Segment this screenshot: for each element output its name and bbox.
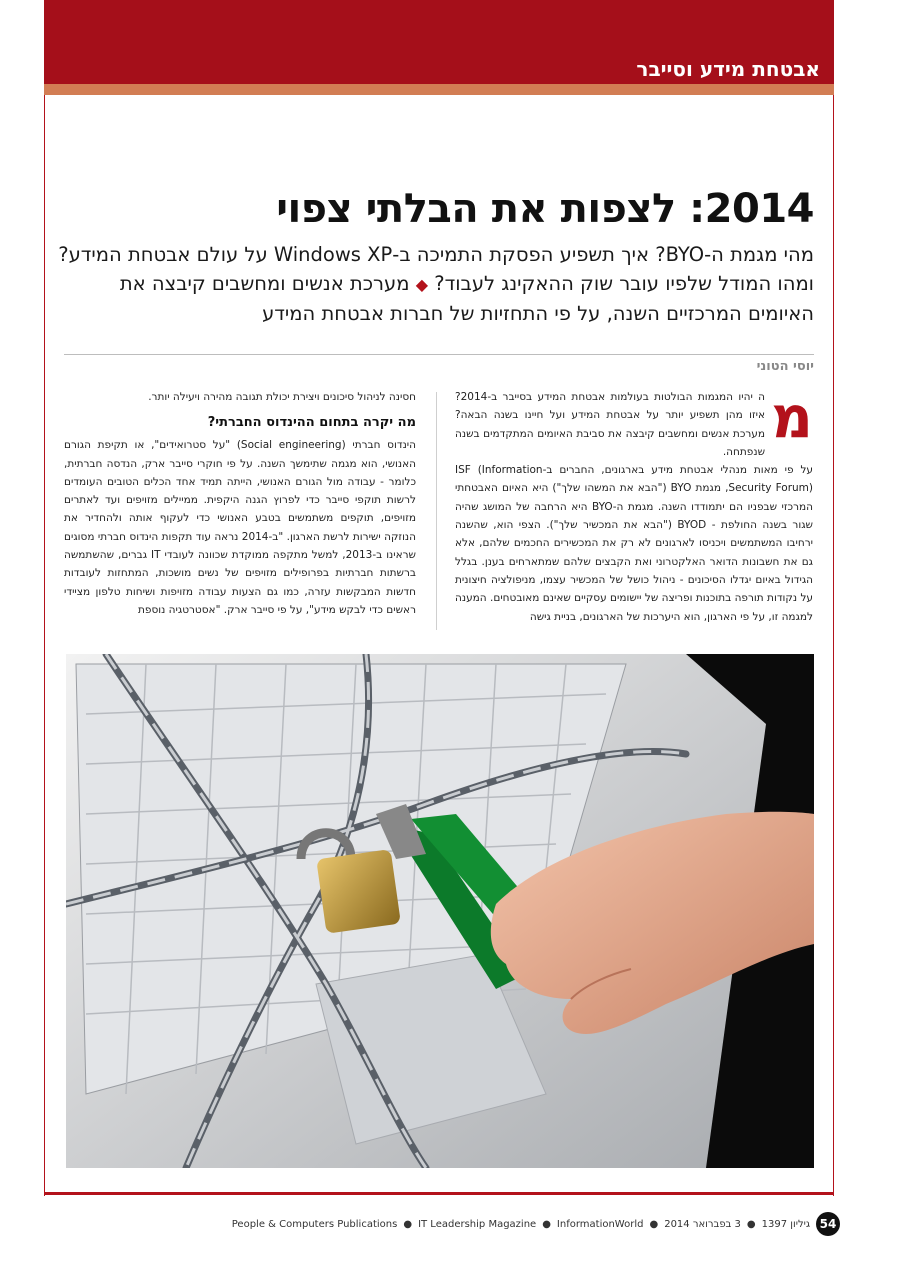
bullet-icon: ● — [746, 1218, 756, 1230]
lead-text-part2: מערכת אנשים ומחשבים קיבצה את האיומים המרכזיים השנה, על פי התחזיות של חברות אבטחת המידע — [119, 272, 814, 325]
article-photo — [66, 654, 814, 1168]
bullet-icon: ● — [542, 1218, 551, 1230]
section-title: אבטחת מידע וסייבר — [636, 57, 820, 81]
laptop-chained-padlock-illustration — [66, 654, 814, 1168]
article-lead — [54, 240, 814, 328]
footer-publication: IT Leadership Magazine — [418, 1218, 537, 1230]
drop-cap: מ — [771, 383, 813, 451]
bullet-icon: ● — [649, 1218, 659, 1230]
page-number: 54 — [816, 1212, 840, 1236]
diamond-icon: ◆ — [415, 275, 429, 294]
article-column-right — [455, 383, 814, 626]
section-subhead: מה יקרה בתחום ההינדוס החברתי? — [207, 415, 416, 431]
paragraph: על פי מאות מנהלי אבטחת מידע בארגונים, החברים ב-ISF (Information Security Forum), מגמת BYO ("הבא את המשהו שלך") היא האיום האבטחתי המרכזי שבפניו הם יתמודדו השנה. מגמת ה-BYO היא הרחבה של המושג שהיה שגור בשנה החולפת - BYOD ("הבא את המכשיר שלך"). הצפי הוא, שהשנה ירחיבו המשתמשים ויכניסו לארגונים לא רק את המכשירים החכמים שלהם, אלא גם את חשבונות הדואר האלקטרוני ואת הקבצים שלהם שמתארחים בענן. בגלל הגידול באיום יגדלו הסיכונים - ניהול כושל של המכשיר עצמו, מניפולציה חיצונית על נקודות תורפה בתוכנות ופריצה של יישומים עסקיים שאינם מאובטחים. המענה למגמה זו, על פי הארגון, הוא היערכות של הארגונים, בניית גישה — [455, 464, 814, 623]
footer-publisher: People & Computers Publications — [231, 1218, 398, 1230]
author-divider — [64, 354, 814, 355]
bottom-rule — [44, 1192, 834, 1195]
footer-publication: InformationWorld — [556, 1218, 644, 1230]
article-headline: 2014: לצפות את הבלתי צפוי — [276, 186, 814, 232]
header-accent-rule — [44, 84, 834, 95]
paragraph: חסינה לניהול סיכונים ויצירת יכולת תגובה מהירה ויעילה יותר. — [148, 391, 416, 403]
paragraph: ה יהיו המגמות הבולטות בעולמות אבטחת המידע בסייבר ב-2014? איזו מהן תשפיע יותר על אבטחת המידע ועל חיינו בשנה הבאה? מערכת אנשים ומחשבים קיבצה את סביבת האיומים המתקדמים בשנה שנפתחה. — [455, 391, 766, 458]
bullet-icon: ● — [403, 1218, 413, 1230]
article-column-left — [64, 388, 416, 619]
footer-issue: גיליון 1397 — [761, 1218, 810, 1230]
footer-date: 3 בפברואר 2014 — [664, 1218, 741, 1230]
paragraph: הינדוס חברתי (Social engineering) "על סטרואידים", או תקיפת הגורם האנושי, הוא מגמה שתימשך השנה. על פי חוקרי סייבר ארק, הנדסה חברתית, כלומר - עבודה מול הגורם האנושי, הייתה תמיד אחד הכלים הטובים העומדים לרשות תוקפי סייבר כדי לפרוץ הגנה היקפית. ממיילים מזויפים ועד לאתרים מזויפים, תוקפים משתמשים בטבע האנושי כדי לעקוף אותה ולהחדיר את הנוזקה ישירות לרשת הארגון. "ב-2014 נראה עוד תקפות הינדוס חברתי מסוגים שראינו ב-2013, למשל מתקפה ממוקדת שכוונה לעובדי IT גברים, שהשתמשה ברשתות חברתיות בפרופילים מזויפים של נשים מושכות, המתחזות לעובדות חדשות המבקשות עזרה, כמו גם הצעות עבודה מזויפות ושיחות טלפון מציידי ראשים כדי לבקש מידע", על פי סייבר ארק. "אסטרטגיה נוספת — [64, 439, 416, 616]
column-divider — [436, 392, 437, 630]
author-byline: יוסי הטוני — [756, 359, 814, 374]
page-footer — [232, 1212, 840, 1236]
lead-text-part1: מהי מגמת ה-BYO? איך תשפיע הפסקת התמיכה ב-Windows XP על עולם אבטחת המידע? ומהו המודל שלפיו עובר שוק ההאקינג לעבוד? — [58, 243, 814, 295]
